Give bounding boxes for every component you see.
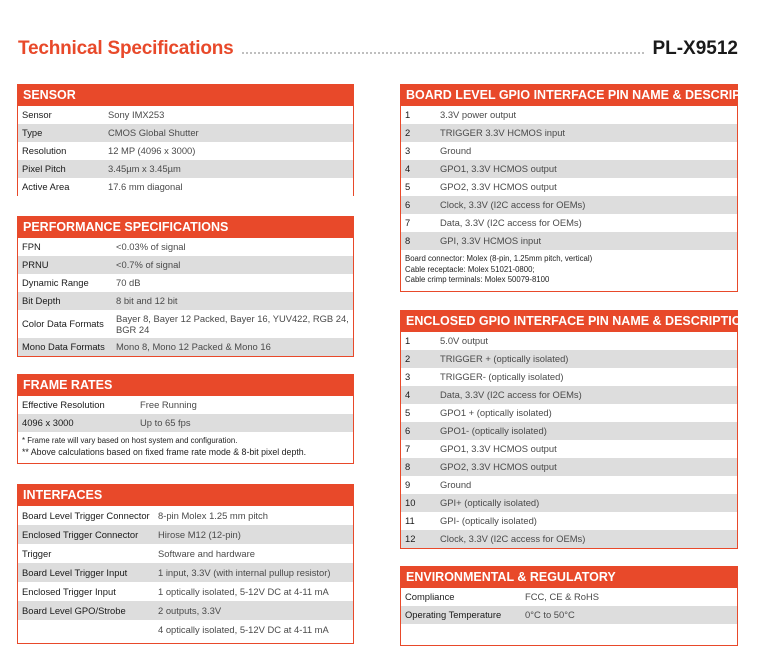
table-row: Type CMOS Global Shutter [18,124,353,142]
table-row: 10 GPI+ (optically isolated) [401,494,737,512]
table-row: Bit Depth 8 bit and 12 bit [18,292,353,310]
note-line: Cable receptacle: Molex 51021-0800; [405,264,535,274]
page-header [18,36,738,62]
enclosed-gpio-section [400,310,751,549]
table-row: 2 TRIGGER + (optically isolated) [401,350,737,368]
board-gpio-table [401,106,737,250]
table-row: 4 optically isolated, 5-12V DC at 4-11 mA [18,620,353,639]
table-row: 4 GPO1, 3.3V HCMOS output [401,160,737,178]
environmental-section-title: ENVIRONMENTAL & REGULATORY [401,567,737,588]
note-line: Board connector: Molex (8-pin, 1.25mm pitch, vertical) [405,254,593,263]
environmental-table [401,588,737,624]
table-row: 3 TRIGGER- (optically isolated) [401,368,737,386]
table-row: 4096 x 3000 Up to 65 fps [18,414,353,432]
note-line: Cable crimp terminals: Molex 50079-8100 [405,275,550,285]
interfaces-section-title: INTERFACES [18,485,353,506]
table-row: Board Level Trigger Input 1 input, 3.3V (with internal pullup resistor) [18,563,353,582]
table-row: 12 Clock, 3.3V (I2C access for OEMs) [401,530,737,548]
footnote: * Frame rate will vary based on host system and configuration. [22,436,238,445]
performance-section [17,216,354,357]
table-row: Enclosed Trigger Connector Hirose M12 (12-pin) [18,525,353,544]
interfaces-section [17,484,354,644]
dotted-leader [242,52,645,54]
table-row: Board Level GPO/Strobe 2 outputs, 3.3V [18,601,353,620]
performance-table [18,238,353,356]
table-row: PRNU <0.7% of signal [18,256,353,274]
table-row: 5 GPO1 + (optically isolated) [401,404,737,422]
table-row: Color Data Formats Bayer 8, Bayer 12 Packed, Bayer 16, YUV422, RGB 24, BGR 24 [18,310,353,338]
table-row: 3 Ground [401,142,737,160]
sensor-section [17,84,354,196]
frame-rates-section [17,374,354,464]
frame-rates-table [18,396,353,432]
table-row: Operating Temperature 0°C to 50°C [401,606,737,624]
frame-rates-notes [18,432,353,458]
table-row: Dynamic Range 70 dB [18,274,353,292]
table-row: 5 GPO2, 3.3V HCMOS output [401,178,737,196]
model-number: PL-X9512 [652,38,738,59]
table-row: Trigger Software and hardware [18,544,353,563]
table-header-row: Effective Resolution Free Running [18,396,353,414]
board-gpio-notes [401,250,737,286]
table-row: 8 GPO2, 3.3V HCMOS output [401,458,737,476]
table-row: Compliance FCC, CE & RoHS [401,588,737,606]
table-row: 2 TRIGGER 3.3V HCMOS input [401,124,737,142]
board-gpio-section-title: BOARD LEVEL GPIO INTERFACE PIN NAME & DESCRIPTION [401,85,737,106]
enclosed-gpio-section-title: ENCLOSED GPIO INTERFACE PIN NAME & DESCRIPTION [401,311,737,332]
table-row: 1 3.3V power output [401,106,737,124]
sensor-table [18,106,353,196]
environmental-section [400,566,738,646]
page-title: Technical Specifications [18,38,234,59]
table-row: 9 Ground [401,476,737,494]
table-row: 1 5.0V output [401,332,737,350]
table-row: Enclosed Trigger Input 1 optically isolated, 5-12V DC at 4-11 mA [18,582,353,601]
sensor-section-title: SENSOR [18,85,353,106]
table-row: 6 GPO1- (optically isolated) [401,422,737,440]
enclosed-gpio-table [401,332,737,548]
table-row: 7 Data, 3.3V (I2C access for OEMs) [401,214,737,232]
table-row: Board Level Trigger Connector 8-pin Molex 1.25 mm pitch [18,506,353,525]
interfaces-table [18,506,353,639]
table-row: Sensor Sony IMX253 [18,106,353,124]
table-row: 8 GPI, 3.3V HCMOS input [401,232,737,250]
table-row: Mono Data Formats Mono 8, Mono 12 Packed & Mono 16 [18,338,353,356]
board-gpio-section [400,84,770,292]
table-row: Pixel Pitch 3.45µm x 3.45µm [18,160,353,178]
table-row: Active Area 17.6 mm diagonal [18,178,353,196]
table-row: FPN <0.03% of signal [18,238,353,256]
table-row: 4 Data, 3.3V (I2C access for OEMs) [401,386,737,404]
table-row: 11 GPI- (optically isolated) [401,512,737,530]
table-row: 7 GPO1, 3.3V HCMOS output [401,440,737,458]
frame-rates-section-title: FRAME RATES [18,375,353,396]
table-row: Resolution 12 MP (4096 x 3000) [18,142,353,160]
performance-section-title: PERFORMANCE SPECIFICATIONS [18,217,353,238]
footnote: ** Above calculations based on fixed frame rate mode & 8-bit pixel depth. [22,446,307,457]
table-row: 6 Clock, 3.3V (I2C access for OEMs) [401,196,737,214]
